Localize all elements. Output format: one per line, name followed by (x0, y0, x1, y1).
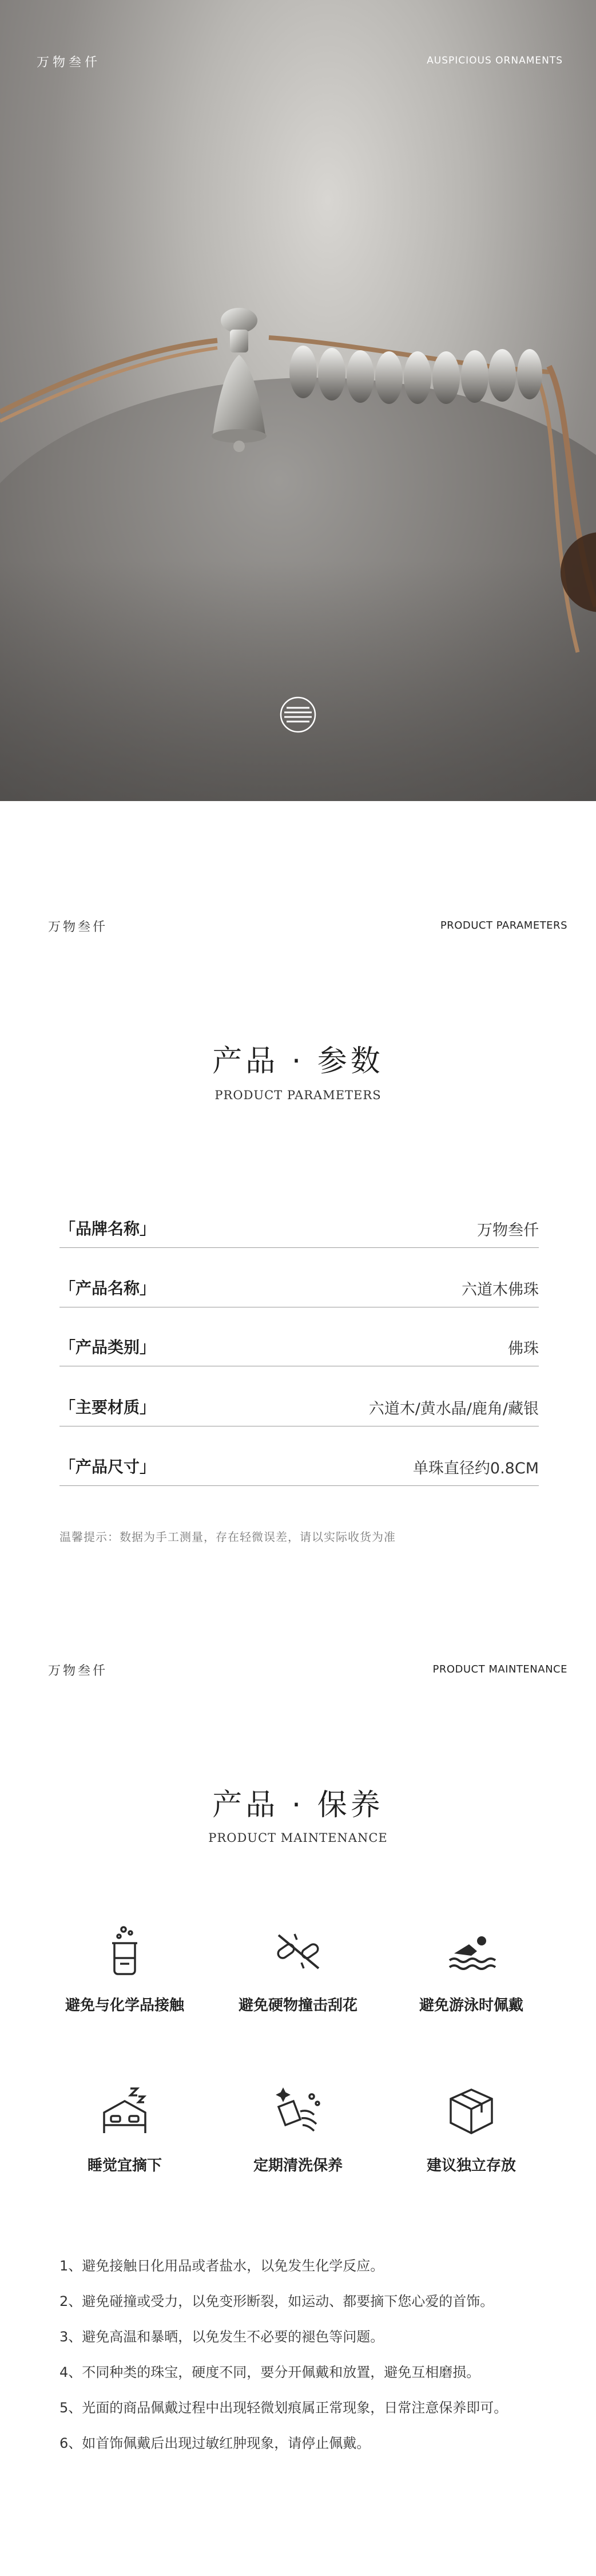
tip-label: 睡觉宜摘下 (87, 2157, 162, 2174)
box-icon (444, 2084, 499, 2139)
param-row-category (59, 1331, 539, 1366)
hero-section (0, 0, 596, 801)
param-value: 六道木佛珠 (462, 1281, 539, 1299)
beaker-icon (97, 1924, 152, 1979)
care-note-item: 6、如首饰佩戴后出现过敏红肿现象，请停止佩戴。 (59, 2435, 371, 2451)
param-row-brand (59, 1213, 539, 1248)
param-label: 「产品类别」 (59, 1338, 156, 1357)
hero-product-photo (0, 0, 596, 801)
tip-label: 建议独立存放 (426, 2157, 516, 2174)
parameters-title: 产品 · 参数 (212, 1044, 384, 1079)
param-value: 万物叁仟 (477, 1222, 539, 1239)
param-label: 「品牌名称」 (59, 1219, 156, 1238)
parameters-note: 温馨提示：数据为手工测量，存在轻微误差，请以实际收货为准 (59, 1530, 396, 1544)
parameters-subtitle: PRODUCT PARAMETERS (214, 1088, 382, 1102)
param-label: 「产品尺寸」 (59, 1457, 156, 1476)
tip-clean-regularly (201, 2084, 395, 2175)
bell-charm (212, 308, 267, 452)
tip-avoid-chemicals (27, 1924, 222, 2015)
maintenance-brand: 万物叁仟 (48, 1664, 108, 1678)
tip-label: 定期清洗保养 (253, 2157, 343, 2174)
parameters-brand: 万物叁仟 (48, 920, 108, 934)
care-note-item: 1、避免接触日化用品或者盐水，以免发生化学反应。 (59, 2258, 384, 2274)
maintenance-tagline: PRODUCT MAINTENANCE (432, 1663, 567, 1675)
param-row-material (59, 1392, 539, 1426)
tip-label: 避免与化学品接触 (65, 1997, 184, 2014)
maintenance-title: 产品 · 保养 (212, 1788, 384, 1822)
swimmer-icon (444, 1924, 499, 1979)
care-note-item: 5、光面的商品佩戴过程中出现轻微划痕属正常现象，日常注意保养即可。 (59, 2400, 508, 2416)
broken-chain-icon (271, 1924, 325, 1979)
care-note-item: 3、避免高温和暴晒，以免发生不必要的褪色等问题。 (59, 2329, 384, 2345)
param-label: 「产品名称」 (59, 1279, 156, 1298)
cleaning-icon (271, 2084, 325, 2139)
param-value: 佛珠 (508, 1340, 539, 1358)
param-value: 六道木/黄水晶/鹿角/藏银 (368, 1400, 539, 1418)
param-label: 「主要材质」 (59, 1398, 156, 1417)
hero-brand-logo: 万物叁仟 (37, 56, 101, 70)
tip-store-separately (374, 2084, 569, 2175)
care-note-item: 2、避免碰撞或受力，以免变形断裂，如运动、都要摘下您心爱的首饰。 (59, 2293, 494, 2309)
param-row-name (59, 1273, 539, 1307)
param-value: 单珠直径约0.8CM (412, 1460, 539, 1477)
silver-beads (289, 346, 542, 404)
hero-tagline: AUSPICIOUS ORNAMENTS (427, 55, 563, 66)
param-row-size (59, 1451, 539, 1486)
brand-emblem-icon (280, 696, 316, 733)
tip-label: 避免硬物撞击刮花 (238, 1997, 357, 2014)
maintenance-subtitle: PRODUCT MAINTENANCE (208, 1831, 388, 1845)
tip-remove-sleeping (27, 2084, 222, 2175)
care-note-item: 4、不同种类的珠宝，硬度不同，要分开佩戴和放置，避免互相磨损。 (59, 2364, 480, 2380)
tip-avoid-swimming (374, 1924, 569, 2015)
parameters-tagline: PRODUCT PARAMETERS (440, 920, 567, 932)
tip-label: 避免游泳时佩戴 (419, 1997, 523, 2014)
tip-avoid-impact (201, 1924, 395, 2015)
bed-icon (97, 2084, 152, 2139)
